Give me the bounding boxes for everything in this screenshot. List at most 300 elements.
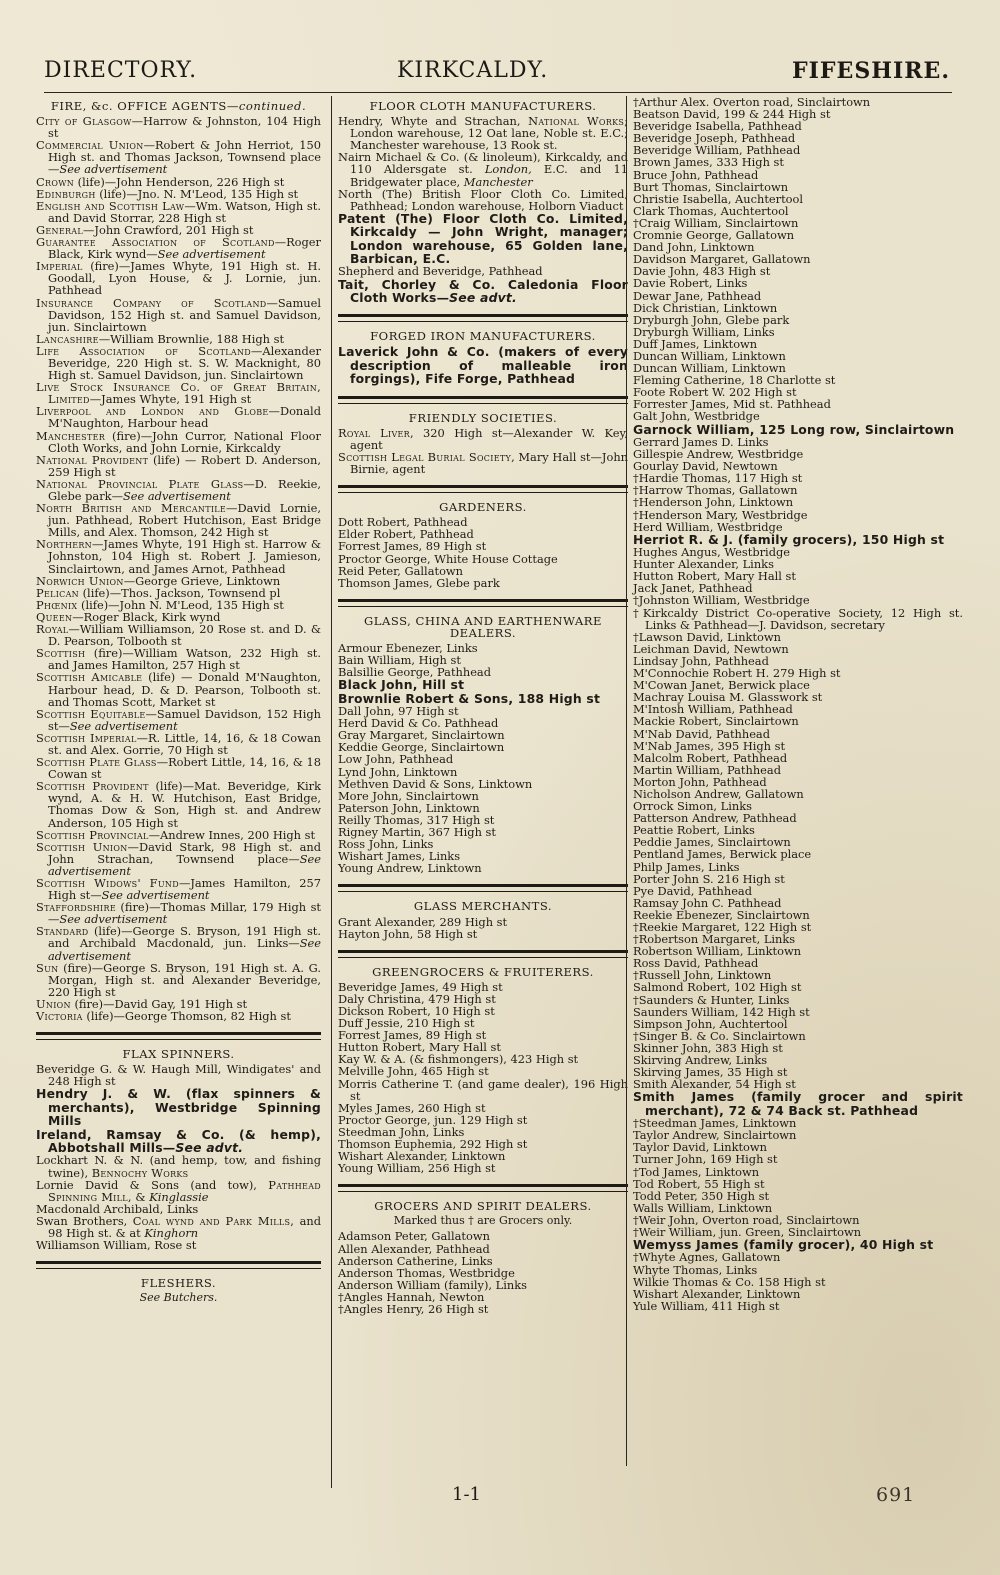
entry-text-tail: E.C. and 11 Bridgewater place,: [350, 162, 628, 189]
directory-entry: [36, 708, 321, 732]
entry-company: Scottish Provident: [36, 779, 149, 794]
entry-company: Scottish Union: [36, 839, 128, 854]
directory-entry: [36, 381, 321, 405]
section-heading-text: GLASS MERCHANTS.: [413, 899, 553, 914]
section-heading: [338, 1200, 628, 1212]
entry-text: , Mary Hall st—John Birnie, agent: [350, 449, 628, 477]
entry-text: Beveridge G. & W. Haugh Mill, Windigates' and 248 High st: [36, 1062, 321, 1089]
directory-entry: [338, 678, 628, 691]
entry-text: More John, Sinclairtown: [338, 788, 479, 803]
entry-company: Staffordshire: [36, 900, 116, 915]
printer-signature: 1-1: [452, 1484, 481, 1505]
entry-text: Malcolm Robert, Pathhead: [633, 750, 788, 765]
entry-text: Laverick John & Co. (makers of every description of malleable iron forgings), Fife Forge, Pathhead: [338, 344, 628, 387]
entry-text: (fire)—Thomas Millar, 179 High st—: [48, 900, 321, 927]
entry-text: (life)—Thos. Jackson, Townsend pl: [78, 585, 281, 600]
entry-text: Anderson William (family), Links: [338, 1277, 527, 1292]
entry-note: See advt.: [175, 1140, 244, 1156]
entry-text: Turner John, 169 High st: [633, 1152, 778, 1167]
entry-text: Fleming Catherine, 18 Charlotte st: [633, 373, 836, 388]
directory-entry: [36, 139, 321, 175]
section-heading: [338, 966, 628, 978]
entry-text: Paterson John, Linktown: [338, 800, 480, 815]
entry-text: Gerrard James D. Links: [633, 434, 769, 449]
entry-text: (life)—Jno. N. M'Leod, 135 High st: [95, 186, 299, 201]
directory-entry: [36, 647, 321, 671]
entry-text: Anderson Thomas, Westbridge: [338, 1265, 515, 1280]
section-heading-text: FLOOR CLOTH MANUFACTURERS.: [369, 99, 597, 113]
entry-text: †Harrow Thomas, Gallatown: [633, 483, 798, 498]
directory-entry: [36, 345, 321, 381]
entry-text: Davie Robert, Links: [633, 276, 748, 291]
entry-text: Orrock Simon, Links: [633, 799, 752, 814]
section-heading: [36, 1048, 321, 1060]
entry-text: Dick Christian, Linktown: [633, 300, 778, 315]
directory-entry: [36, 502, 321, 538]
entry-text: Reid Peter, Gallatown: [338, 563, 464, 578]
entry-text: Proctor George, jun. 129 High st: [338, 1112, 528, 1127]
header-county: FIFESHIRE.: [792, 58, 950, 84]
entry-text: †Angles Hannah, Newton: [338, 1289, 485, 1304]
entry-company: Scottish Imperial: [36, 730, 137, 745]
entry-text: (life)—George Thomson, 82 High st: [82, 1009, 291, 1024]
entry-company: National Provident: [36, 452, 149, 467]
entry-text: Galt John, Westbridge: [633, 409, 760, 424]
directory-entry: [36, 901, 321, 925]
directory-entry: [633, 607, 963, 631]
entry-company: General: [36, 222, 83, 237]
section-note: Marked thus † are Grocers only.: [393, 1214, 573, 1228]
section-heading-text: FORGED IRON MANUFACTURERS.: [370, 329, 596, 344]
entry-text: Taylor Andrew, Sinclairtown: [633, 1128, 797, 1143]
entry-text: Brownlie Robert & Sons, 188 High st: [338, 690, 601, 706]
entry-text: Ireland, Ramsay & Co. (& hemp), Abbotshall Mills—: [36, 1126, 321, 1156]
entry-text: †Weir William, jun. Green, Sinclairtown: [633, 1224, 862, 1239]
entry-company: North British and Mercantile: [36, 501, 227, 516]
entry-place: Kinghorn: [144, 1226, 199, 1240]
entry-text: Simpson John, Auchtertool: [633, 1016, 788, 1031]
section-divider: [338, 884, 628, 892]
entry-text: Hughes Angus, Westbridge: [633, 545, 791, 560]
entry-text: Williamson William, Rose st: [36, 1238, 197, 1253]
entry-company: Scottish Equitable: [36, 706, 146, 721]
entry-text: Wishart Alexander, Linktown: [338, 1149, 506, 1164]
entry-text: Nicholson Andrew, Gallatown: [633, 786, 804, 801]
entry-text: †Weir John, Overton road, Sinclairtown: [633, 1212, 860, 1227]
entry-text: (life)—John N. M'Leod, 135 High st: [77, 597, 284, 612]
entry-text: (life)—George S. Bryson, 191 High st. and Archibald Macdonald, jun. Links—: [48, 924, 321, 951]
section-divider: [338, 1184, 628, 1192]
entry-text: —Roger Black, Kirk wynd: [72, 609, 221, 624]
section-heading-text: FLESHERS.: [140, 1276, 217, 1291]
entry-text: Lynd John, Linktown: [338, 764, 458, 779]
entry-company: Scottish Plate Glass: [36, 755, 157, 770]
entry-text: Foote Robert W. 202 High st: [633, 385, 797, 400]
page-number: 691: [876, 1484, 916, 1506]
entry-text: Dand John, Linktown: [633, 240, 755, 255]
section-note: See Butchers.: [139, 1291, 218, 1305]
entry-text: Tod Robert, 55 High st: [633, 1176, 765, 1191]
entry-text: Thomson James, Glebe park: [338, 575, 500, 590]
directory-entry: [36, 454, 321, 478]
directory-entry: [36, 962, 321, 998]
entry-text: Skirving James, 35 High st: [633, 1065, 788, 1080]
directory-entry: [338, 862, 628, 874]
entry-text: Davie John, 483 High st: [633, 264, 771, 279]
section-heading: [338, 330, 628, 342]
column-3: [626, 96, 963, 1466]
entry-text: †Reekie Margaret, 122 High st: [633, 920, 812, 934]
entry-text: Beveridge James, 49 High st: [338, 979, 503, 994]
entry-text: Ramsay John C. Pathhead: [633, 895, 782, 910]
entry-text-tail: ; London warehouse, 12 Oat lane, Noble st. E.C.; Manchester warehouse, 13 Rook st.: [350, 114, 628, 153]
entry-text: Taylor David, Linktown: [633, 1140, 768, 1155]
entry-text: Forrest James, 89 High st: [338, 1028, 487, 1043]
section-divider: [338, 950, 628, 958]
directory-entry: [36, 236, 321, 260]
entry-text: Walls William, Linktown: [633, 1200, 773, 1215]
entry-text: Ross David, Pathhead: [633, 956, 759, 971]
entry-note: See advertisement: [101, 888, 210, 903]
entry-text: Patterson Andrew, Pathhead: [633, 811, 797, 826]
entry-text: —David Lornie, jun. Pathhead, Robert Hutchison, East Bridge Mills, and Alex. Thomson, 242 High st: [48, 501, 321, 540]
entry-text: Gray Margaret, Sinclairtown: [338, 728, 505, 743]
entry-works: Bennochy Works: [91, 1165, 189, 1180]
entry-text: Dall John, 97 High st: [338, 704, 459, 719]
directory-entry: [36, 1179, 321, 1203]
entry-company: Phœnix: [36, 597, 78, 612]
entry-company: City of Glasgow: [36, 114, 132, 129]
entry-text: —Robert & John Herriot, 150 High st. and Thomas Jackson, Townsend place—: [48, 138, 321, 177]
entry-text: Dott Robert, Pathhead: [338, 515, 468, 530]
section-heading-suffix: —continued.: [226, 99, 307, 113]
entry-text: Gillespie Andrew, Westbridge: [633, 447, 804, 462]
section-heading-text: FLAX SPINNERS.: [122, 1047, 235, 1062]
entry-company: Scottish Legal Burial Society: [338, 449, 512, 464]
directory-entry: [338, 188, 628, 212]
section-heading-text: FRIENDLY SOCIETIES.: [408, 410, 558, 425]
directory-entry: [36, 841, 321, 877]
entry-text: M'Cowan Janet, Berwick place: [633, 678, 810, 693]
entry-text: M'Nab David, Pathhead: [633, 726, 771, 741]
entry-text: Methven David & Sons, Linktown: [338, 776, 533, 791]
entry-text: Hayton John, 58 High st: [338, 926, 478, 941]
entry-company: Northern: [36, 537, 92, 552]
entry-text: Saunders William, 142 High st: [633, 1004, 810, 1019]
header-directory: DIRECTORY.: [44, 58, 198, 83]
entry-text: Lornie David & Sons (and tow),: [36, 1177, 269, 1192]
entry-text: Daly Christina, 479 High st: [338, 991, 496, 1006]
entry-text: Garnock William, 125 Long row, Sinclairtown: [633, 421, 955, 437]
directory-entry: [36, 780, 321, 828]
entry-text: Rigney Martin, 367 High st: [338, 825, 496, 840]
section-heading: [36, 100, 321, 112]
entry-company: Queen: [36, 609, 73, 624]
entry-text: Balsillie George, Pathhead: [338, 665, 492, 680]
entry-text: Leichman David, Newtown: [633, 641, 789, 656]
entry-text: —Alexander Beveridge, 220 High st. S. W. Macknight, 80 High st. Samuel Davidson, jun. Sinclairtown: [48, 343, 321, 383]
entry-text: Morton John, Pathhead: [633, 774, 767, 789]
section-divider: [36, 1261, 321, 1269]
entry-text: †Craig William, Sinclairtown: [633, 215, 799, 230]
directory-entry: [36, 297, 321, 333]
entry-text: Duncan William, Linktown: [633, 361, 786, 376]
section-heading: [338, 412, 628, 424]
entry-text: Hunter Alexander, Links: [633, 557, 774, 572]
section-divider: [338, 314, 628, 322]
entry-text: Porter John S. 216 High st: [633, 871, 785, 886]
entry-text: Davidson Margaret, Gallatown: [633, 252, 811, 267]
entry-company: Pelican: [36, 585, 79, 600]
entry-text: M'Nab James, 395 High st: [633, 738, 786, 753]
entry-text: Lockhart N. & N. (and hemp, tow, and fishing twine),: [36, 1153, 321, 1180]
entry-company: Scottish Amicable: [36, 670, 143, 685]
directory-entry: [338, 345, 628, 385]
entry-place: London,: [484, 162, 532, 177]
entry-text: Herd William, Westbridge: [633, 519, 783, 534]
directory-entry: [36, 405, 321, 429]
entry-company: Lancashire: [36, 331, 99, 346]
entry-text: †Henderson Mary, Westbridge: [633, 507, 808, 522]
directory-entry: [36, 538, 321, 574]
directory-entry: [36, 478, 321, 502]
entry-text: —Wm. Watson, High st. and David Storrar, 228 High st: [48, 198, 321, 225]
entry-text: Grant Alexander, 289 High st: [338, 914, 508, 929]
section-heading: [338, 615, 628, 639]
entry-text: Morris Catherine T. (and game dealer), 196 High st: [338, 1076, 628, 1103]
entry-text: Duff Jessie, 210 High st: [338, 1016, 475, 1031]
directory-entry: [338, 451, 628, 475]
entry-company: Standard: [36, 924, 89, 939]
entry-text: †Whyte Agnes, Gallatown: [633, 1250, 781, 1265]
entry-text: Hendry, Whyte and Strachan,: [338, 114, 529, 129]
entry-text: Dryburgh John, Glebe park: [633, 312, 790, 327]
entry-text: †Angles Henry, 26 High st: [338, 1302, 489, 1317]
entry-text: Macdonald Archibald, Links: [36, 1201, 199, 1216]
entry-text: Brown James, 333 High st: [633, 155, 784, 170]
header-rule: [44, 92, 952, 93]
section-heading-text: GARDENERS.: [439, 500, 527, 515]
column-2: [331, 96, 628, 1488]
entry-text: Wishart Alexander, Linktown: [633, 1286, 801, 1301]
entry-text: Wilkie Thomas & Co. 158 High st: [633, 1274, 826, 1289]
entry-text: Bain William, High st: [338, 653, 461, 668]
entry-text: Gourlay David, Newtown: [633, 459, 778, 474]
entry-text: (life) — Donald M'Naughton, Harbour head, D. & D. Pearson, Tolbooth st. and Thomas Scott, Market st: [48, 670, 321, 709]
directory-entry: [36, 1087, 321, 1127]
section-heading: [338, 900, 628, 912]
entry-place: Manchester: [463, 174, 533, 189]
entry-note: See advertisement: [48, 851, 321, 878]
entry-text: Smith James (family grocer and spirit merchant), 72 & 74 Back st. Pathhead: [633, 1089, 963, 1118]
entry-text: Tait, Chorley & Co. Caledonia Floor Cloth Works—: [338, 276, 628, 305]
directory-entry: [338, 212, 628, 266]
entry-company: Manchester: [36, 428, 106, 443]
running-header: [44, 58, 950, 88]
entry-text: Burt Thomas, Sinclairtown: [633, 179, 789, 194]
directory-entry: [36, 623, 321, 647]
entry-text: †Lawson David, Linktown: [633, 629, 781, 644]
entry-text: Young Andrew, Linktown: [338, 861, 482, 876]
directory-entry: [36, 1154, 321, 1178]
directory-entry: [36, 925, 321, 961]
entry-text: Beveridge Isabella, Pathhead: [633, 119, 802, 134]
entry-text: —James Hamilton, 257 High st—: [48, 876, 321, 903]
entry-company: English and Scottish Law: [36, 198, 185, 213]
entry-note: See advertisement: [48, 936, 321, 963]
entry-note: See advt.: [449, 289, 517, 305]
entry-text: †Henderson John, Linktown: [633, 495, 794, 510]
directory-entry: [338, 115, 628, 151]
directory-entry: [338, 1162, 628, 1174]
entry-text: Duff James, Linktown: [633, 336, 758, 351]
entry-note: See advertisement: [157, 247, 266, 262]
directory-entry: [36, 1215, 321, 1239]
entry-company: Scottish: [36, 646, 86, 661]
entry-text: Shepherd and Beveridge, Pathhead: [338, 264, 543, 279]
entry-text: Wishart James, Links: [338, 849, 461, 864]
entry-text: Herriot R. & J. (family grocers), 150 High st: [633, 531, 945, 547]
entry-text: (fire)—James Whyte, 191 High st. H. Goodall, Lyon House, & J. Lornie, jun. Pathhead: [48, 259, 321, 298]
directory-entry: [633, 1300, 963, 1312]
entry-text: Black John, Hill st: [338, 677, 465, 693]
entry-text: Proctor George, White House Cottage: [338, 551, 558, 566]
entry-text: Smith Alexander, 54 High st: [633, 1077, 796, 1092]
entry-text: —Andrew Innes, 200 High st: [148, 827, 316, 842]
entry-text: —George Grieve, Linktown: [123, 573, 281, 588]
entry-text: Christie Isabella, Auchtertool: [633, 191, 804, 206]
section-heading: [338, 100, 628, 112]
entry-text: Swan Brothers,: [36, 1213, 133, 1228]
section-divider: [338, 485, 628, 493]
entry-text: (fire)—John Curror, National Floor Cloth Works, and John Lornie, Kirkcaldy: [48, 428, 321, 455]
entry-text: Adamson Peter, Gallatown: [338, 1229, 490, 1244]
section-heading-text: GREENGROCERS & FRUITERERS.: [372, 964, 594, 979]
entry-company: Union: [36, 996, 71, 1011]
entry-text: Bruce John, Pathhead: [633, 167, 759, 182]
entry-company: Crown: [36, 174, 75, 189]
entry-text: Young William, 256 High st: [338, 1161, 496, 1176]
entry-text: Pye David, Pathhead: [633, 883, 753, 898]
entry-text: Mackie Robert, Sinclairtown: [633, 714, 799, 729]
entry-text: (life)—John Henderson, 226 High st: [74, 174, 285, 189]
section-divider: [338, 599, 628, 607]
directory-entry: [338, 427, 628, 451]
entry-text: Dryburgh William, Links: [633, 324, 775, 339]
section-heading: [36, 1277, 321, 1289]
entry-text: Skinner John, 383 High st: [633, 1040, 783, 1055]
entry-text: †Hardie Thomas, 117 High st: [633, 471, 803, 486]
header-town: KIRKCALDY.: [397, 58, 549, 83]
entry-text: (fire)—George S. Bryson, 191 High st. A. G. Morgan, High st. and Alexander Beveridge, 220 High st: [48, 960, 321, 999]
entry-text: †Saunders & Hunter, Links: [633, 992, 790, 1007]
entry-company: National Provincial Plate Glass: [36, 476, 244, 491]
entry-company: Edinburgh: [36, 186, 96, 201]
directory-entry: [36, 1010, 321, 1022]
entry-text: Wemyss James (family grocer), 40 High st: [633, 1237, 934, 1253]
directory-entry: [36, 732, 321, 756]
directory-entry: [338, 1303, 628, 1315]
entry-text: Machray Louisa M. Glasswork st: [633, 690, 823, 705]
directory-entry: [36, 260, 321, 296]
entry-works: National Works: [528, 114, 625, 129]
entry-text: Skirving Andrew, Links: [633, 1053, 768, 1068]
entry-works: Pathhead Spinning Mill,: [48, 1177, 321, 1204]
entry-company: Sun: [36, 960, 59, 975]
entry-note: See advertisement: [69, 718, 178, 733]
directory-entry: [36, 430, 321, 454]
entry-text: †Johnston William, Westbridge: [633, 593, 810, 608]
directory-entry: [36, 115, 321, 139]
entry-company: Live Stock Insurance Co. of Great Britain, Limited: [36, 380, 321, 407]
entry-text: —D. Reekie, Glebe park—: [48, 476, 321, 503]
directory-entry: [633, 533, 963, 546]
entry-text: (life)—Mat. Beveridge, Kirk wynd, A. & H. W. Hutchison, East Bridge, Thomas Dow & Son, High st. and Andrew Anderson, 105 High st: [48, 779, 321, 830]
entry-text: Ross John, Links: [338, 837, 434, 852]
directory-entry: [36, 1063, 321, 1087]
entry-text-tail: &: [131, 1189, 150, 1204]
directory-entry: [36, 671, 321, 707]
column-1: [36, 96, 321, 1307]
entry-text: †Steedman James, Linktown: [633, 1116, 797, 1131]
section-divider: [36, 1032, 321, 1040]
entry-text: Reilly Thomas, 317 High st: [338, 812, 495, 827]
directory-entry: [633, 423, 963, 436]
entry-text-tail: and 98 High st. & at: [48, 1213, 321, 1240]
section-heading: [338, 501, 628, 513]
entry-text: —Donald M'Naughton, Harbour head: [48, 404, 321, 431]
entry-text: Kay W. & A. (& fishmongers), 423 High st: [338, 1052, 579, 1067]
entry-text: Nairn Michael & Co. (& linoleum), Kirkcaldy, and 110 Aldersgate st.: [338, 150, 628, 177]
directory-entry: [36, 200, 321, 224]
entry-text: Myles James, 260 High st: [338, 1100, 486, 1115]
entry-text: Cromnie George, Gallatown: [633, 228, 795, 243]
entry-text: —Samuel Davidson, 152 High st. and Samuel Davidson, jun. Sinclairtown: [48, 295, 321, 334]
entry-text: Beatson David, 199 & 244 High st: [633, 107, 831, 122]
directory-entry: [36, 877, 321, 901]
entry-text: Beveridge Joseph, Pathhead: [633, 131, 796, 146]
directory-entry: [633, 1238, 963, 1251]
entry-note: See advertisement: [59, 162, 168, 177]
entry-text: —Samuel Davidson, 152 High st—: [48, 706, 321, 733]
entry-text: Keddie George, Sinclairtown: [338, 740, 505, 755]
entry-company: Norwich Union: [36, 573, 124, 588]
entry-text: Whyte Thomas, Links: [633, 1262, 758, 1277]
entry-text: Beveridge William, Pathhead: [633, 143, 801, 158]
entry-text: —James Whyte, 191 High st: [89, 392, 252, 407]
entry-text: Forrest James, 89 High st: [338, 539, 487, 554]
entry-text: Melville John, 465 High st: [338, 1064, 489, 1079]
entry-text: †Russell John, Linktown: [633, 968, 772, 983]
entry-text: Hutton Robert, Mary Hall st: [338, 1040, 501, 1055]
entry-text: North (The) British Floor Cloth Co. Limited, Pathhead; London warehouse, Holborn Viaduct: [338, 186, 628, 213]
entry-text: M'Intosh William, Pathhead: [633, 702, 793, 717]
entry-company: Guarantee Association of Scotland: [36, 235, 275, 250]
entry-text: , 320 High st—Alexander W. Key, agent: [350, 425, 628, 452]
directory-entry: [338, 151, 628, 187]
entry-text: —William Brownlie, 188 High st: [98, 331, 285, 346]
entry-text: —Roger Black, Kirk wynd—: [48, 235, 321, 262]
entry-text: Hutton Robert, Mary Hall st: [633, 569, 796, 584]
entry-text: Herd David & Co. Pathhead: [338, 716, 499, 731]
entry-company: Royal: [36, 622, 69, 637]
entry-text: †Singer B. & Co. Sinclairtown: [633, 1028, 806, 1043]
entry-text: —James Whyte, 191 High st. Harrow & Johnston, 104 High st. Robert J. Jamieson, Sinclairtown, and James Arnot, Pathhead: [48, 537, 321, 576]
entry-text: Pentland James, Berwick place: [633, 847, 812, 862]
entry-company: Scottish Provincial: [36, 827, 149, 842]
section-heading-text: GLASS, CHINA AND EARTHENWARE DEALERS.: [364, 613, 602, 640]
entry-text: Martin William, Pathhead: [633, 762, 782, 777]
